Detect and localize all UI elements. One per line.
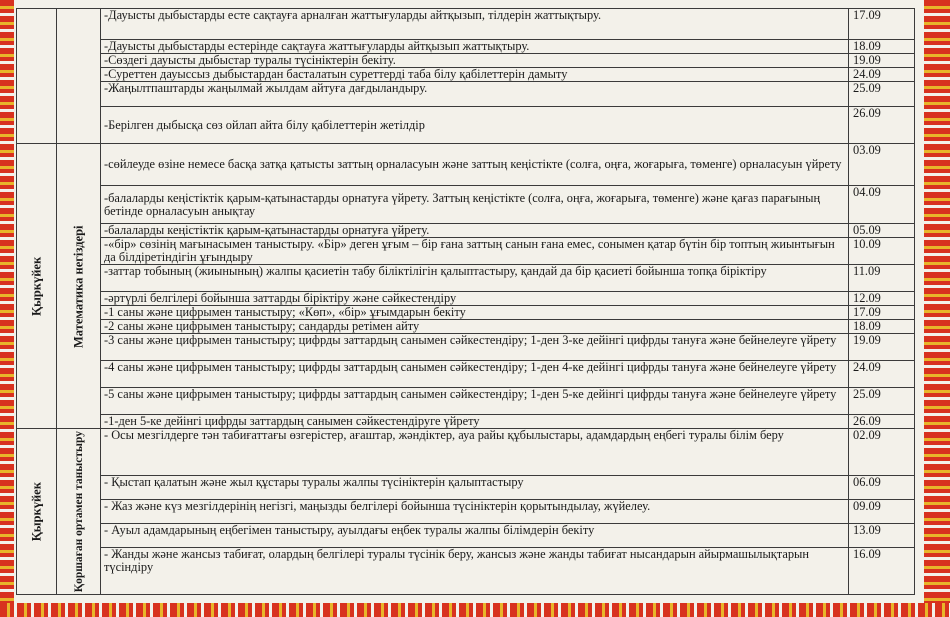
table-row-date: 26.09 — [849, 107, 915, 144]
curriculum-table — [16, 8, 915, 595]
month-label: Қыркүйек — [17, 144, 57, 429]
table-row-text: -Дауысты дыбыстарды есте сақтауға арналған жаттығуларды айтқызып, тілдерін жаттықтыру. — [101, 9, 849, 40]
table-row-text: -заттар тобының (жиынының) жалпы қасиетін табу біліктілігін қалыптастыру, қандай да бір қасиеті бойынша топқа біріктіру — [101, 265, 849, 292]
table-row-text: -«бір» сөзінің мағынасымен таныстыру. «Бір» деген ұғым – бір ғана заттың санын ғана емес, сонымен қатар бүтін бір топтың жиынтығын да білдіретіндігін ұғындыру — [101, 238, 849, 265]
blank-cell — [57, 9, 101, 144]
decorative-border-right — [924, 0, 950, 617]
table-row-date: 18.09 — [849, 40, 915, 54]
table-row-date: 12.09 — [849, 292, 915, 306]
table-row-date: 24.09 — [849, 68, 915, 82]
table-row-date: 26.09 — [849, 415, 915, 429]
table-row-text: -3 саны және цифрымен таныстыру; цифрды заттардың санымен сәйкестендіру; 1-ден 3-ке дейінгі цифрды тануға және бейнелеуге үйрету — [101, 334, 849, 361]
table-row-text: -2 саны және цифрымен таныстыру; сандарды ретімен айту — [101, 320, 849, 334]
table-row-date: 06.09 — [849, 475, 915, 499]
table-row-text: -1-ден 5-ке дейінгі цифрды заттардың санымен сәйкестендіруге үйрету — [101, 415, 849, 429]
table-row-text: - Жанды және жансыз табиғат, олардың белгілері туралы түсінік беру, жансыз және жанды табиғат нысандарын айырмашылықтарын түсіндіру — [101, 548, 849, 595]
table-row-date: 09.09 — [849, 499, 915, 523]
section-label-math: Математика негіздері — [57, 144, 101, 429]
table-row-date: 25.09 — [849, 82, 915, 107]
decorative-border-left — [0, 0, 14, 617]
table-row-date: 10.09 — [849, 238, 915, 265]
table-row-date: 05.09 — [849, 224, 915, 238]
table-row-date: 02.09 — [849, 429, 915, 476]
table-row-text: -Дауысты дыбыстарды естерінде сақтауға жаттығуларды айтқызып жаттықтыру. — [101, 40, 849, 54]
table-row-text: -Сөздегі дауысты дыбыстар туралы түсініктерін бекіту. — [101, 54, 849, 68]
table-row-text: - Ауыл адамдарының еңбегімен таныстыру, ауылдағы еңбек туралы жалпы білімдерін бекіту — [101, 524, 849, 548]
table-row-text: -әртүрлі белгілері бойынша заттарды біріктіру және сәйкестендіру — [101, 292, 849, 306]
table-row-text: -Берілген дыбысқа сөз ойлап айта білу қабілеттерін жетілдір — [101, 107, 849, 144]
table-row-text: - Қыстап қалатын және жыл құстары туралы жалпы түсініктерін қалыптастыру — [101, 475, 849, 499]
table-row-text: -Суреттен дауыссыз дыбыстардан басталатын суреттерді таба білу қабілеттерін дамыту — [101, 68, 849, 82]
table-row-date: 19.09 — [849, 54, 915, 68]
table-row-text: -1 саны және цифрымен таныстыру; «Көп», «бір» ұғымдарын бекіту — [101, 306, 849, 320]
table-row-date: 24.09 — [849, 361, 915, 388]
table-row-date: 25.09 — [849, 388, 915, 415]
table-row-text: -сөйлеуде өзіне немесе басқа затқа қатысты заттың орналасуын және заттың кеңістікте (солға, оңға, жоғарыға, төменге) орналасуын үйрету — [101, 144, 849, 186]
table-row-date: 18.09 — [849, 320, 915, 334]
blank-cell — [17, 9, 57, 144]
table-row-text: -балаларды кеңістіктік қарым-қатынастарды орнатуға үйрету. Заттың кеңістікте (солға, оңға, жоғарыға, төменге) және қағаз парағының бетінде орналасуын анықтау — [101, 186, 849, 224]
table-row-date: 17.09 — [849, 9, 915, 40]
table-row-date: 16.09 — [849, 548, 915, 595]
table-row-text: - Жаз және күз мезгілдерінің негізгі, маңызды белгілері бойынша түсініктерін қорытындылау, жүйелеу. — [101, 499, 849, 523]
table-row-text: -балаларды кеңістіктік қарым-қатынастарды орнатуға үйрету. — [101, 224, 849, 238]
table-row-date: 03.09 — [849, 144, 915, 186]
table-row-text: - Осы мезгілдерге тән табиғаттағы өзгерістер, ағаштар, жәндіктер, ауа райы құбылыстары, адамдардың еңбегі туралы білім беру — [101, 429, 849, 476]
table-row-text: -Жаңылтпаштарды жаңылмай жылдам айтуға дағдыландыру. — [101, 82, 849, 107]
section-label-env: Қоршаған ортамен таныстыру — [57, 429, 101, 595]
table-row-date: 19.09 — [849, 334, 915, 361]
table-row-date: 11.09 — [849, 265, 915, 292]
table-row-date: 13.09 — [849, 524, 915, 548]
table-row-text: -4 саны және цифрымен таныстыру; цифрды заттардың санымен сәйкестендіру; 1-ден 4-ке дейінгі цифрды тануға және бейнелеуге үйрету — [101, 361, 849, 388]
table-row-text: -5 саны және цифрымен таныстыру; цифрды заттардың санымен сәйкестендіру; 1-ден 5-ке дейінгі цифрды тануға және бейнелеуге үйрету — [101, 388, 849, 415]
decorative-border-bottom — [0, 603, 950, 617]
table-row-date: 04.09 — [849, 186, 915, 224]
table-row-date: 17.09 — [849, 306, 915, 320]
month-label-2: Қыркүйек — [17, 429, 57, 595]
